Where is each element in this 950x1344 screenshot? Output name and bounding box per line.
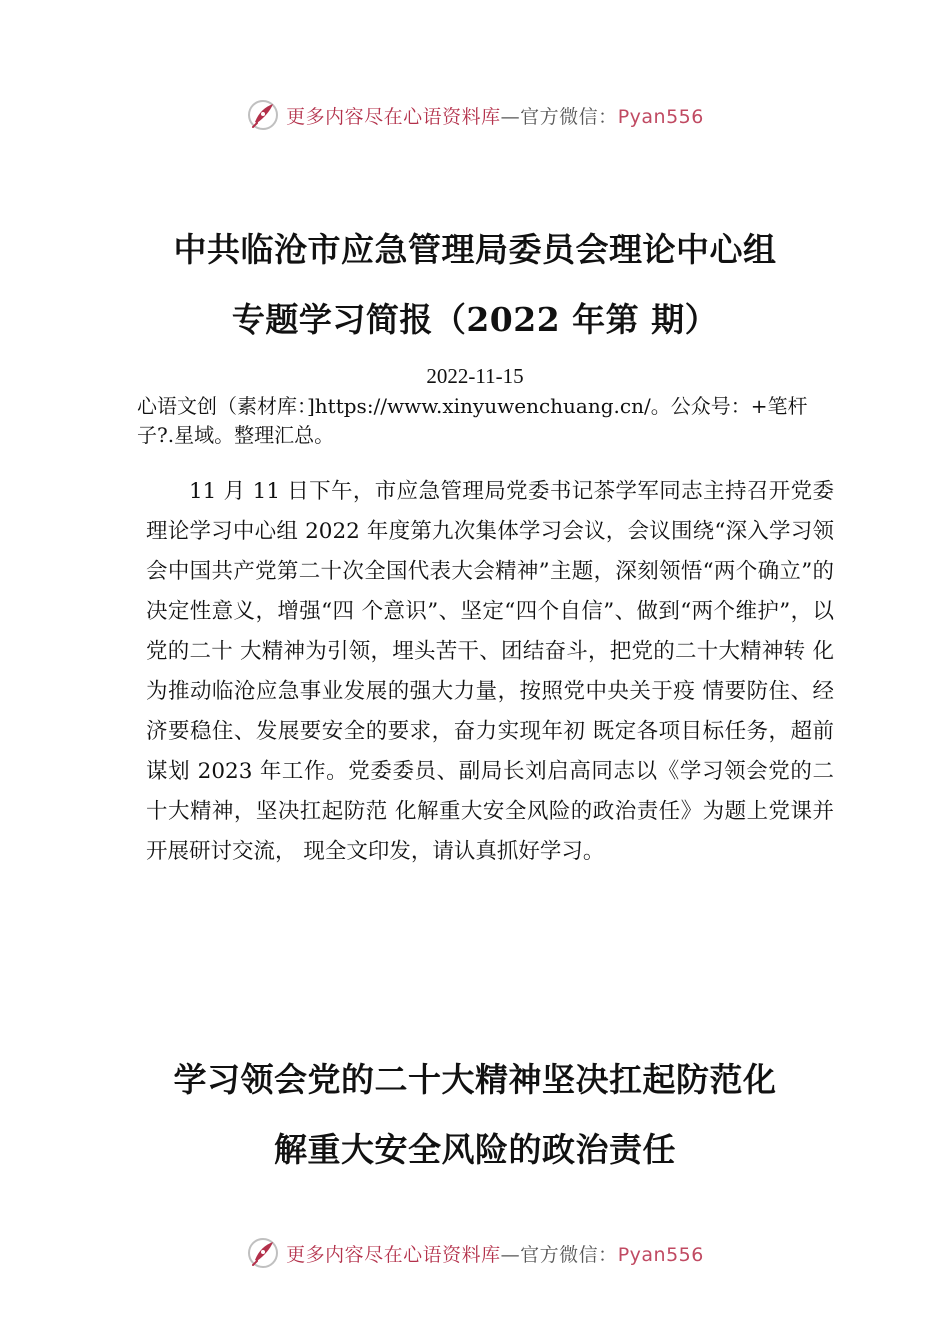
header-banner xyxy=(0,95,950,135)
banner-lead-text: 更多内容尽在心语资料库 xyxy=(286,1243,501,1266)
pen-nib-logo-icon xyxy=(246,98,280,132)
banner-wechat-id: Pyan556 xyxy=(617,105,704,128)
banner-wechat-id: Pyan556 xyxy=(617,1243,704,1266)
banner-wechat-label: —官方微信： xyxy=(500,105,618,128)
banner-lead-text: 更多内容尽在心语资料库 xyxy=(286,105,501,128)
document-date: 2022-11-15 xyxy=(426,364,524,388)
document-title-line-2: 专题学习简报（2022 年第 期） xyxy=(231,300,719,339)
section-title-line-1: 学习领会党的二十大精神坚决扛起防范化 xyxy=(173,1060,777,1099)
source-note: 心语文创（素材库：]https://www.xinyuwenchuang.cn/。公众号：+笔杆子?.星域。整理汇总。 xyxy=(137,394,808,447)
document-title xyxy=(0,215,950,355)
pen-nib-logo-icon xyxy=(246,1236,280,1270)
section-title-line-2: 解重大安全风险的政治责任 xyxy=(274,1130,676,1169)
body-paragraph: 11 月 11 日下午，市应急管理局党委书记茶学军同志主持召开党委理论学习中心组 2022 年度第九次集体学习会议，会议围绕“深入学习领会中国共产党第二十次全国代表大会精神”主题，深刻领悟“两个确立”的决定性意义，增强“四 个意识”、坚定“四个自信”、做到“两个维护”，以党的二十 大精神为引领，埋头苦干、团结奋斗，把党的二十大精神转 化为推动临沧应急事业发展的强大力量，按照党中央关于疫 情要防住、经济要稳住、发展要安全的要求，奋力实现年初 既定各项目标任务，超前谋划 2023 年工作。党委委员、副局长刘启高同志以《学习领会党的二十大精神，坚决扛起防范 化解重大安全风险的政治责任》为题上党课并开展研讨交流， 现全文印发，请认真抓好学习。 xyxy=(146,479,834,864)
banner-wechat-label: —官方微信： xyxy=(500,1243,618,1266)
document-title-line-1: 中共临沧市应急管理局委员会理论中心组 xyxy=(173,230,777,269)
section-title xyxy=(0,1045,950,1185)
footer-banner xyxy=(0,1233,950,1273)
